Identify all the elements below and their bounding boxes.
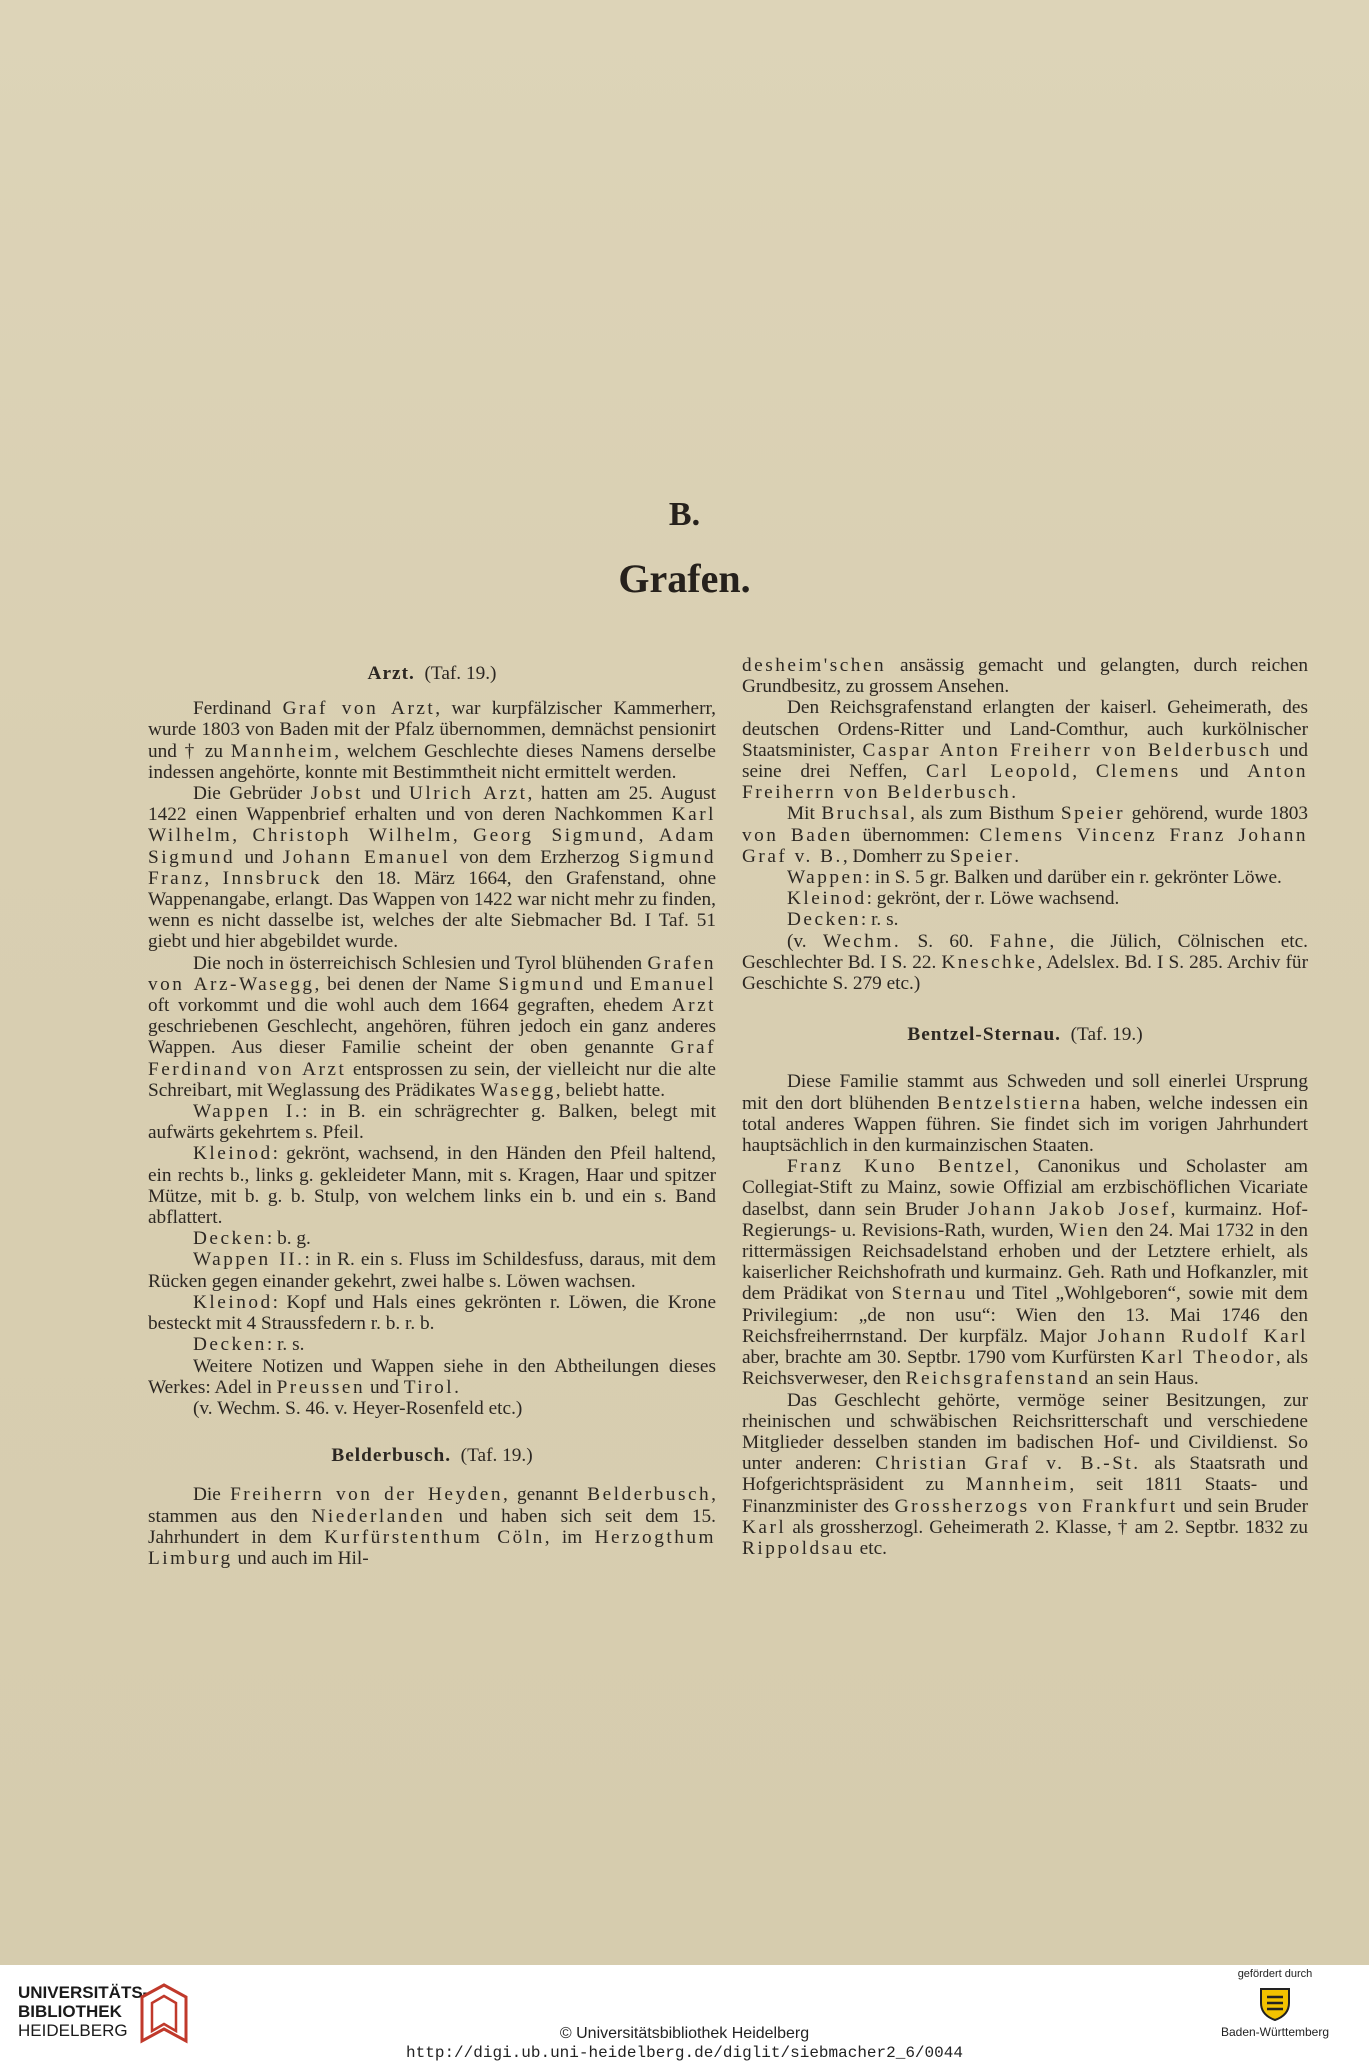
spaced-name: Herzogthum Limburg bbox=[148, 1526, 716, 1569]
spaced-name: Carl Leopold bbox=[925, 761, 1073, 783]
spaced-name: desheim'schen bbox=[742, 655, 887, 676]
spaced-name: Adam Sigmund bbox=[148, 825, 717, 868]
paragraph: Wappen II.: in R. ein s. Fluss im Schildesfuss, daraus, mit dem Rücken gegen einander gekehrt, zwei halbe s. Löwen wachsen. bbox=[148, 1249, 716, 1292]
paragraph: Das Geschlecht gehörte, vermöge seiner Besitzungen, zur rheinischen und schwäbischen Reichsritterschaft und verschiedene Mitglieder desselben standen im badischen Hof- und Civildienst. So unter anderen: Christian Graf v. B.-St. als Staatsrath und Hofgerichtspräsident zu Mannheim, seit 1811 Staats- und Finanzminister des Grossherzogs von Frankfurt und sein Bruder Karl als grossherzogl. Geheimerath 2. Klasse, † am 2. Septbr. 1832 zu Rippoldsau etc. bbox=[742, 1389, 1309, 1559]
permalink[interactable]: http://digi.ub.uni-heidelberg.de/diglit/siebmacher2_6/0044 bbox=[406, 2044, 963, 2062]
spaced-name: Bruchsal bbox=[821, 803, 910, 825]
paragraph: Kleinod: Kopf und Hals eines gekrönten r. Löwen, die Krone besteckt mit 4 Straussfedern r. b. r. b. bbox=[148, 1291, 716, 1335]
copyright-notice: © Universitätsbibliothek Heidelberg bbox=[559, 2025, 810, 2042]
entry-heading-arzt: Arzt. (Taf. 19.) bbox=[367, 663, 497, 684]
paragraph: Decken: b. g. bbox=[193, 1228, 311, 1250]
spaced-name: Johann Jakob Josef bbox=[967, 1198, 1171, 1220]
sponsor-name: Baden-Württemberg bbox=[1220, 2025, 1330, 2039]
entry-heading-bentzel: Bentzel-Sternau. (Taf. 19.) bbox=[907, 1024, 1143, 1046]
spaced-name: Graf von Arzt bbox=[282, 698, 436, 720]
spaced-name: Mannheim bbox=[230, 740, 335, 762]
paragraph: Die Gebrüder Jobst und Ulrich Arzt, hatten am 25. August 1422 einen Wappenbrief erhalten und von deren Nachkommen Karl Wilhelm, Christoph Wilhelm, Georg Sigmund, Adam Sigmund und Johann Emanuel von dem Erzherzog Sigmund Franz, Innsbruck den 18. März 1664, den Grafenstand, ohne Wappenangabe, erlangt. Das Wappen von 1422 war nicht mehr zu finden, wenn es nicht dasselbe ist, welches der alte Siebmacher Bd. I Taf. 51 giebt und hier abgebildet wurde. bbox=[148, 783, 717, 953]
spaced-name: Karl Theodor bbox=[1140, 1347, 1276, 1369]
spaced-name: Kleinod bbox=[787, 888, 867, 910]
spaced-name: Kneschke bbox=[941, 951, 1038, 973]
spaced-name: Bentzelstierna bbox=[937, 1092, 1083, 1114]
spaced-name: Emanuel bbox=[629, 973, 716, 995]
paragraph: Mit Bruchsal, als zum Bisthum Speier gehörend, wurde 1803 von Baden übernommen: Clemens Vincenz Franz Johann Graf v. B., Domherr zu Speier. bbox=[742, 803, 1308, 867]
paragraph: desheim'schen ansässig gemacht und gelangten, durch reichen Grundbesitz, zu grossem Ansehen. bbox=[742, 655, 1308, 698]
paragraph: Wappen I.: in B. ein schrägrechter g. Balken, belegt mit aufwärts gekehrtem s. Pfeil. bbox=[148, 1101, 716, 1144]
spaced-name: Sigmund Franz bbox=[148, 846, 716, 889]
spaced-name: Decken bbox=[193, 1334, 267, 1356]
paragraph: Kleinod: gekrönt, wachsend, in den Händen den Pfeil haltend, ein rechts b., links g. gekleideter Mann, mit s. Kragen, Haar und spitzer Mütze, mit b. g. b. Stulp, von welchem links ein b. und ein s. Band abflattert. bbox=[148, 1143, 716, 1229]
spaced-name: Preussen bbox=[276, 1376, 366, 1398]
spaced-name: Wappen I. bbox=[193, 1101, 303, 1123]
sponsor-label: gefördert durch bbox=[1237, 1968, 1313, 1980]
paragraph: Diese Familie stammt aus Schweden und soll einerlei Ursprung mit den dort blühenden Bentzelstierna haben, welche indessen ein total anderes Wappen führen. Sie findet sich im vorigen Jahrhundert hauptsächlich in den kurmainzischen Staaten. bbox=[742, 1071, 1308, 1157]
spaced-name: Caspar Anton Freiherr von Belderbusch bbox=[862, 739, 1272, 761]
spaced-name: Belderbusch bbox=[587, 1484, 712, 1506]
spaced-name: Mannheim bbox=[965, 1474, 1070, 1496]
spaced-name: Tirol bbox=[403, 1376, 455, 1398]
spaced-name: Wechm. bbox=[822, 930, 902, 952]
spaced-name: Kurfürstenthum Cöln bbox=[324, 1526, 545, 1548]
section-title: Grafen. bbox=[618, 556, 751, 601]
spaced-name: Fahne bbox=[989, 930, 1050, 952]
spaced-name: Sigmund bbox=[498, 973, 586, 995]
spaced-name: Anton Freiherrn von Belderbusch bbox=[742, 761, 1308, 804]
spaced-name: Speier bbox=[1060, 803, 1126, 825]
spaced-name: Innsbruck bbox=[222, 867, 323, 889]
spaced-name: Wappen bbox=[787, 867, 865, 889]
spaced-name: Speier bbox=[949, 845, 1015, 867]
spaced-name: Decken bbox=[787, 909, 861, 931]
paragraph: (v. Wechm. S. 60. Fahne, die Jülich, Cölnischen etc. Geschlechter Bd. I S. 22. Kneschke, Adelslex. Bd. I S. 285. Archiv für Geschichte S. 279 etc.) bbox=[742, 930, 1308, 995]
paragraph: Die Freiherrn von der Heyden, genannt Belderbusch, stammen aus den Niederlanden und haben sich seit dem 15. Jahrhundert in dem Kurfürstenthum Cöln, im Herzogthum Limburg und auch im Hil- bbox=[148, 1484, 716, 1569]
spaced-name: Freiherrn von der Heyden bbox=[230, 1484, 503, 1506]
spaced-name: Decken bbox=[193, 1228, 267, 1250]
spaced-name: Wappen II. bbox=[193, 1249, 305, 1271]
spaced-name: Karl bbox=[742, 1516, 787, 1538]
paragraph: Weitere Notizen und Wappen siehe in den Abtheilungen dieses Werkes: Adel in Preussen und Tirol. bbox=[148, 1355, 716, 1398]
logo-line-2: BIBLIOTHEK bbox=[18, 2002, 122, 2021]
paragraph: Decken: r. s. bbox=[193, 1334, 305, 1356]
paragraph: Den Reichsgrafenstand erlangten der kaiserl. Geheimerath, des deutschen Ordens-Ritter und Land-Comthur, auch kurkölnischer Staatsminister, Caspar Anton Freiherr von Belderbusch und seine drei Neffen, Carl Leopold, Clemens und Anton Freiherrn von Belderbusch. bbox=[742, 697, 1308, 804]
paragraph: Franz Kuno Bentzel, Canonikus und Scholaster am Collegiat-Stift zu Mainz, sowie Offizial am erzbischöflichen Vicariate daselbst, dann sein Bruder Johann Jakob Josef, kurmainz. Hof-Regierungs- u. Revisions-Rath, wurden, Wien den 24. Mai 1732 in den rittermässigen Reichsadelstand erhoben und der Letztere erhielt, als kaiserlicher Reichshofrath und kurmainz. Geh. Rath und Hofkanzler, mit dem Prädikat von Sternau und Titel „Wohlgeboren“, sowie mit dem Privilegium: „de non usu“: Wien den 13. Mai 1746 den Reichsfreiherrnstand. Der kurpfälz. Major Johann Rudolf Karl aber, brachte am 30. Septbr. 1790 vom Kurfürsten Karl Theodor, als Reichsverweser, den Reichsgrafenstand an sein Haus. bbox=[742, 1156, 1308, 1390]
entry-heading-belderbusch: Belderbusch. (Taf. 19.) bbox=[331, 1445, 533, 1467]
spaced-name: Georg Sigmund bbox=[473, 825, 639, 847]
logo-line-1: UNIVERSITÄTS- bbox=[18, 1983, 149, 2002]
spaced-name: Wasegg bbox=[480, 1079, 556, 1101]
coat-of-arms-icon bbox=[1255, 1983, 1295, 2023]
spaced-name: Johann Rudolf Karl bbox=[1097, 1325, 1308, 1347]
spaced-name: Kleinod bbox=[193, 1291, 273, 1313]
spaced-name: Kleinod bbox=[193, 1143, 273, 1165]
spaced-name: Clemens Vincenz Franz Johann Graf v. B. bbox=[742, 824, 1308, 867]
paragraph: Decken: r. s. bbox=[787, 909, 899, 931]
spaced-name: Sternau bbox=[891, 1283, 969, 1305]
spaced-name: Christoph Wilhelm bbox=[252, 825, 453, 847]
spaced-name: von Baden bbox=[742, 824, 853, 846]
spaced-name: Grafen von Arz-Wasegg bbox=[148, 952, 716, 995]
spaced-name: Clemens bbox=[1095, 761, 1181, 783]
paragraph: Ferdinand Graf von Arzt, war kurpfälzischer Kammerherr, wurde 1803 von Baden mit der Pfalz übernommen, demnächst pensionirt und † zu Mannheim, welchem Geschlechte dieses Namens derselbe indessen angehörte, konnte mit Bestimmtheit nicht ermittelt werden. bbox=[148, 698, 716, 783]
section-letter: B. bbox=[668, 496, 701, 533]
spaced-name: Reichsgrafenstand bbox=[905, 1368, 1091, 1390]
paragraph: Wappen: in S. 5 gr. Balken und darüber ein r. gekrönter Löwe. bbox=[787, 867, 1282, 889]
spaced-name: Arzt bbox=[671, 995, 716, 1017]
spaced-name: Franz Kuno Bentzel bbox=[787, 1156, 1015, 1178]
sponsor-block[interactable] bbox=[1205, 1968, 1345, 2039]
spaced-name: Graf Ferdinand von Arzt bbox=[148, 1037, 716, 1080]
right-column bbox=[742, 655, 1308, 1559]
spaced-name: Jobst bbox=[310, 783, 363, 805]
spaced-name: Niederlanden bbox=[311, 1505, 446, 1527]
left-column bbox=[148, 655, 716, 1569]
spaced-name: Karl Wilhelm bbox=[148, 804, 716, 847]
spaced-name: Rippoldsau bbox=[742, 1537, 855, 1559]
spaced-name: Ulrich Arzt bbox=[409, 783, 528, 805]
spaced-name: Wien bbox=[1059, 1219, 1111, 1241]
logo-line-3: HEIDELBERG bbox=[18, 2021, 128, 2040]
paragraph: Die noch in österreichisch Schlesien und Tyrol blühenden Grafen von Arz-Wasegg, bei denen der Name Sigmund und Emanuel oft vorkommt und die wohl auch dem 1664 gegraften, ehedem Arzt geschriebenen Geschlecht, angehören, führen jedoch ein ganz anderes Wappen. Aus dieser Familie scheint der oben genannte Graf Ferdinand von Arzt entsprossen zu sein, der vielleicht nur die alte Schreibart, mit Weglassung des Prädikates Wasegg, beliebt hatte. bbox=[148, 952, 716, 1101]
paragraph: (v. Wechm. S. 46. v. Heyer-Rosenfeld etc.) bbox=[193, 1397, 523, 1419]
spaced-name: Christian Graf v. B.-St. bbox=[875, 1453, 1141, 1475]
spaced-name: Grossherzogs von Frankfurt bbox=[894, 1495, 1178, 1517]
paragraph: Kleinod: gekrönt, der r. Löwe wachsend. bbox=[787, 888, 1120, 910]
spaced-name: Johann Emanuel bbox=[282, 846, 451, 868]
